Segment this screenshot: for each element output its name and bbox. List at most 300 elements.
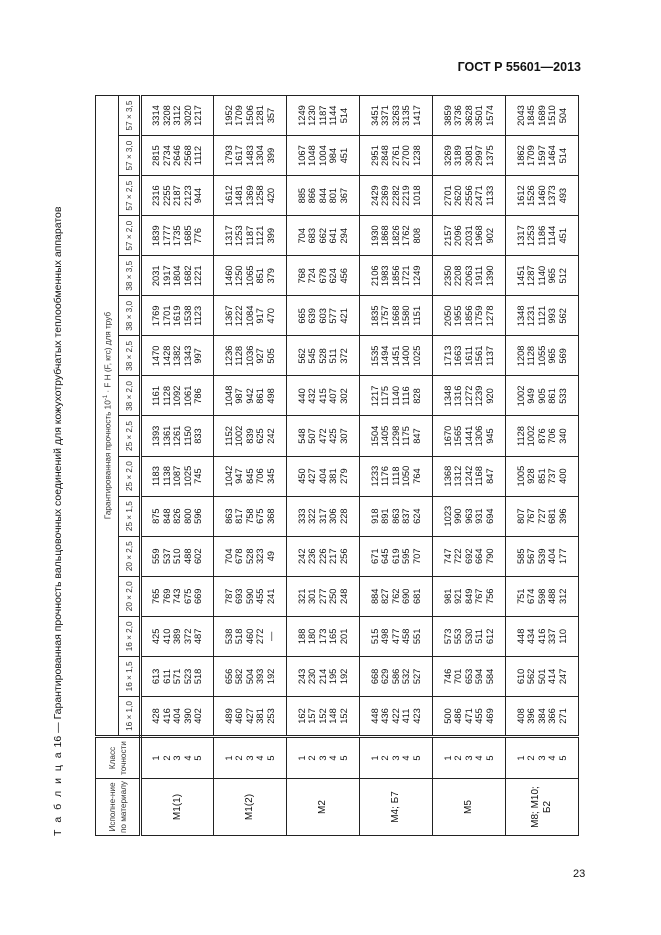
value-cell [214, 376, 287, 416]
strength-value: 2219 [401, 185, 412, 206]
strength-value: 727 [536, 508, 547, 524]
strength-value: 489 [223, 708, 234, 724]
strength-value: 1002 [526, 425, 537, 447]
strength-value: 1701 [161, 305, 172, 327]
strength-value: 422 [390, 708, 401, 724]
strength-value: 302 [338, 388, 349, 404]
value-cell [506, 376, 579, 416]
strength-value: 214 [317, 668, 328, 685]
strength-value: 1451 [515, 265, 526, 287]
column-header: 20 × 2,0 [119, 576, 141, 616]
strength-value: 1175 [401, 426, 412, 447]
strength-value: 1428 [161, 345, 172, 367]
strength-value: 539 [536, 548, 547, 564]
strength-value: 1762 [401, 225, 412, 247]
value-cell [506, 336, 579, 376]
strength-value: 1689 [536, 105, 547, 126]
strength-value: 603 [317, 308, 328, 324]
strength-value: 2031 [151, 265, 162, 287]
value-cell [360, 536, 433, 576]
strength-value: 1133 [484, 185, 495, 206]
strength-value: 226 [317, 548, 328, 564]
strength-value: 1612 [223, 185, 234, 206]
strength-value: 745 [193, 468, 204, 484]
strength-value: 641 [328, 227, 339, 244]
strength-value: 2031 [463, 225, 474, 247]
class-value: 5 [338, 755, 349, 761]
strength-value: 1856 [463, 305, 474, 327]
strength-value: 573 [442, 628, 453, 645]
value-cell [433, 536, 506, 576]
strength-value: 612 [484, 628, 495, 645]
strength-value: 390 [182, 708, 193, 724]
strength-value: 2106 [369, 265, 380, 287]
strength-value: 863 [223, 508, 234, 524]
value-cell [433, 336, 506, 376]
strength-value: 421 [338, 308, 349, 324]
strength-value: 1140 [390, 385, 401, 406]
class-value: 2 [307, 755, 318, 761]
strength-value: 518 [234, 628, 245, 645]
strength-value: 460 [234, 708, 245, 724]
strength-value: 404 [172, 708, 183, 724]
strength-value: 372 [182, 628, 193, 645]
strength-value: 833 [193, 428, 204, 444]
caption-number: 16 [52, 735, 64, 748]
value-cell [141, 656, 214, 696]
table-row [214, 96, 287, 836]
strength-value: 487 [193, 628, 204, 645]
strength-value: 751 [515, 588, 526, 605]
strength-value: 3269 [442, 145, 453, 166]
table-row [287, 96, 360, 836]
strength-value: 839 [244, 428, 255, 444]
strength-value: 3736 [453, 105, 464, 126]
strength-value: 2761 [390, 145, 401, 166]
strength-value: 768 [296, 268, 307, 284]
strength-value: 1121 [255, 225, 266, 246]
value-cell [141, 176, 214, 216]
strength-value: 1138 [161, 466, 172, 487]
strength-value: 2951 [369, 145, 380, 166]
strength-value: 1161 [151, 385, 162, 406]
strength-value: 414 [547, 668, 558, 685]
column-header: 57 × 3,5 [119, 96, 141, 136]
value-cell [433, 96, 506, 136]
strength-value: 562 [526, 668, 537, 685]
value-cell [141, 416, 214, 456]
strength-value: 1236 [223, 345, 234, 367]
strength-value: 1112 [193, 145, 204, 166]
strength-value: 1123 [193, 305, 204, 326]
value-cell [433, 696, 506, 736]
strength-value: 545 [307, 348, 318, 364]
class-value: 2 [161, 755, 172, 761]
strength-value: 624 [411, 508, 422, 524]
strength-value: 3451 [369, 105, 380, 126]
strength-value: 1151 [411, 305, 422, 326]
strength-value: 201 [338, 628, 349, 645]
strength-value: 1759 [474, 305, 485, 327]
strength-value: 1713 [442, 345, 453, 367]
value-cell [141, 616, 214, 656]
strength-value: 767 [526, 508, 537, 524]
strength-value: 366 [547, 708, 558, 724]
strength-value: 1304 [255, 145, 266, 166]
strength-value: 404 [547, 548, 558, 564]
strength-value: 947 [234, 468, 245, 484]
strength-value: 427 [244, 708, 255, 724]
class-value: 3 [244, 755, 255, 761]
strength-value: 2815 [151, 145, 162, 166]
strength-value: 3628 [463, 105, 474, 126]
strength-value: 399 [265, 227, 276, 244]
strength-value: 1612 [515, 185, 526, 206]
strength-value: 230 [307, 668, 318, 685]
value-cell [433, 456, 506, 496]
strength-value: 538 [223, 628, 234, 645]
strength-value: 1375 [484, 145, 495, 166]
strength-value: 1183 [151, 466, 162, 487]
strength-value: 656 [223, 668, 234, 685]
strength-value: 400 [557, 468, 568, 484]
strength-value: 1231 [526, 305, 537, 327]
strength-value: 1845 [526, 105, 537, 126]
strength-value: 1208 [515, 345, 526, 367]
value-cell [287, 256, 360, 296]
strength-value: 1685 [182, 225, 193, 247]
strength-value: 2123 [182, 185, 193, 206]
strength-value: 448 [369, 708, 380, 724]
strength-value: 706 [547, 428, 558, 444]
value-cell [506, 176, 579, 216]
strength-value: 1868 [380, 225, 391, 247]
strength-value: 683 [307, 227, 318, 244]
value-cell [287, 496, 360, 536]
column-header: 25 × 1,5 [119, 496, 141, 536]
strength-value: 2646 [172, 145, 183, 166]
class-value: 2 [380, 755, 391, 761]
class-value: 1 [151, 755, 162, 761]
strength-value: 701 [453, 668, 464, 685]
strength-value: 1140 [536, 265, 547, 286]
value-cell [287, 576, 360, 616]
strength-value: 1538 [182, 305, 193, 327]
strength-value: 2208 [453, 265, 464, 287]
strength-value: 1137 [484, 345, 495, 366]
strength-value: 596 [193, 508, 204, 524]
value-cell [214, 336, 287, 376]
strength-value: 613 [151, 668, 162, 685]
strength-value: 3208 [161, 105, 172, 126]
strength-value: 312 [557, 588, 568, 605]
strength-value: 598 [536, 588, 547, 605]
table-row [360, 96, 433, 836]
strength-value: 800 [182, 508, 193, 524]
strength-value: 3081 [463, 145, 474, 166]
value-cell [360, 656, 433, 696]
strength-value: 402 [193, 708, 204, 724]
strength-value: 1238 [411, 145, 422, 166]
strength-value: 511 [328, 348, 339, 364]
class-cell [214, 737, 287, 779]
strength-value: 1856 [390, 265, 401, 287]
value-cell [506, 256, 579, 296]
value-cell [214, 176, 287, 216]
class-value: 5 [265, 755, 276, 761]
value-cell [287, 216, 360, 256]
value-cell [287, 536, 360, 576]
strength-value: 1390 [484, 265, 495, 287]
class-value: 5 [484, 755, 495, 761]
value-cell [141, 296, 214, 336]
strength-value: 381 [255, 708, 266, 724]
strength-value: 1121 [536, 305, 547, 326]
strength-value: 423 [411, 708, 422, 724]
strength-value: 393 [255, 668, 266, 685]
value-cell [433, 256, 506, 296]
strength-value: 323 [255, 548, 266, 564]
strength-value: 1769 [151, 305, 162, 327]
strength-value: 436 [380, 708, 391, 724]
strength-value: 451 [557, 227, 568, 244]
strength-value: 501 [536, 668, 547, 685]
strength-value: 1777 [161, 225, 172, 247]
value-cell [287, 96, 360, 136]
value-cell [506, 696, 579, 736]
class-value: 5 [557, 755, 568, 761]
strength-value: 747 [442, 548, 453, 564]
strength-value: 1128 [234, 345, 245, 366]
strength-value: 769 [161, 588, 172, 605]
strength-value: 1128 [515, 426, 526, 447]
strength-value: 1233 [369, 465, 380, 487]
strength-value: 1983 [380, 265, 391, 287]
strength-value: 510 [172, 548, 183, 564]
strength-value: 927 [255, 348, 266, 364]
strength-value: 486 [453, 708, 464, 724]
strength-value: 2848 [380, 145, 391, 166]
strength-value: 456 [338, 268, 349, 284]
strength-value: 1242 [463, 465, 474, 487]
strength-value: 1343 [182, 345, 193, 367]
strength-value: 1597 [536, 145, 547, 166]
strength-value: 694 [484, 508, 495, 524]
strength-value: 706 [255, 468, 266, 484]
value-cell [360, 496, 433, 536]
class-value: 4 [474, 755, 485, 761]
strength-value: 1317 [515, 225, 526, 247]
value-cell [433, 576, 506, 616]
strength-value: 399 [265, 147, 276, 164]
strength-value: 2043 [515, 105, 526, 126]
strength-value: 1670 [442, 425, 453, 447]
caption-prefix: Т а б л и ц а [52, 750, 64, 836]
strength-value: 928 [526, 468, 537, 484]
class-value: 1 [296, 755, 307, 761]
strength-value: 845 [244, 468, 255, 484]
strength-value: 345 [265, 468, 276, 484]
class-cell [506, 737, 579, 779]
strength-value: 432 [307, 388, 318, 404]
column-header: 38 × 2,5 [119, 336, 141, 376]
strength-value: 801 [328, 187, 339, 204]
value-cell [287, 176, 360, 216]
strength-value: 1930 [369, 225, 380, 247]
strength-value: 1400 [401, 345, 412, 367]
strength-value: 1464 [547, 145, 558, 166]
strength-value: 460 [244, 628, 255, 645]
class-cell [141, 737, 214, 779]
strength-value: 692 [463, 548, 474, 564]
column-header: 57 × 2,5 [119, 176, 141, 216]
value-cell [433, 176, 506, 216]
strength-value: 1504 [369, 425, 380, 447]
value-cell [506, 576, 579, 616]
strength-value: 1526 [526, 185, 537, 206]
class-value: 3 [172, 755, 183, 761]
value-cell [214, 536, 287, 576]
value-cell [287, 456, 360, 496]
strength-value: 611 [161, 669, 172, 684]
strength-value: 1175 [380, 385, 391, 406]
strength-value: 993 [547, 308, 558, 324]
strength-value: 668 [369, 668, 380, 685]
strength-value: 357 [265, 107, 276, 124]
strength-value: 1023 [442, 505, 453, 527]
value-cell [214, 656, 287, 696]
strength-value: 2997 [474, 145, 485, 166]
value-cell [214, 136, 287, 176]
strength-value: 243 [296, 668, 307, 685]
strength-value: 448 [515, 628, 526, 645]
strength-value: 767 [474, 588, 485, 605]
value-cell [506, 416, 579, 456]
strength-value: 624 [328, 268, 339, 284]
strength-value: 379 [265, 268, 276, 284]
strength-value: 737 [547, 468, 558, 484]
strength-value: 837 [401, 508, 412, 524]
strength-value: 488 [547, 588, 558, 605]
strength-value: 704 [223, 548, 234, 564]
strength-value: 790 [484, 548, 495, 564]
strength-value: 498 [265, 388, 276, 404]
strength-value: 1002 [234, 425, 245, 447]
strength-value: 847 [411, 428, 422, 444]
strength-value: 1460 [223, 265, 234, 287]
strength-value: 389 [172, 628, 183, 645]
strength-value: 177 [557, 548, 568, 564]
value-cell [360, 176, 433, 216]
table-caption [50, 207, 66, 836]
strength-value: 368 [265, 508, 276, 524]
strength-value: 511 [474, 628, 485, 644]
strength-value: 1239 [474, 385, 485, 407]
table-row [433, 96, 506, 836]
value-cell [287, 296, 360, 336]
rotated-table-container [50, 95, 585, 836]
strength-value: 847 [484, 468, 495, 484]
column-header: 16 × 1,0 [119, 696, 141, 736]
class-value: 4 [547, 755, 558, 761]
value-cell [360, 456, 433, 496]
strength-value: 567 [526, 548, 537, 564]
header-material: Исполне-ние по материалу [96, 779, 141, 836]
value-cell [433, 656, 506, 696]
strength-value: 808 [411, 227, 422, 244]
strength-value: 1186 [536, 225, 547, 246]
strength-value: 746 [442, 668, 453, 685]
strength-value: 1361 [161, 425, 172, 447]
column-header: 16 × 2,0 [119, 616, 141, 656]
value-cell [360, 616, 433, 656]
strength-value: 528 [317, 348, 328, 364]
strength-value: 1382 [172, 345, 183, 367]
strength-value: 1368 [442, 465, 453, 487]
strength-value: 562 [296, 348, 307, 364]
strength-value: 1565 [453, 425, 464, 447]
strength-value: 498 [380, 628, 391, 645]
strength-value: 981 [442, 588, 453, 605]
strength-value: 675 [255, 508, 266, 524]
strength-value: 152 [338, 708, 349, 724]
strength-value: 195 [328, 668, 339, 685]
strength-value: 1222 [234, 305, 245, 327]
strength-value: 987 [234, 388, 245, 404]
strength-value: 337 [547, 628, 558, 645]
strength-value: 333 [296, 508, 307, 524]
strength-value: 1050 [401, 465, 412, 487]
strength-value: 428 [151, 708, 162, 724]
strength-value: 551 [411, 628, 422, 645]
strength-value: 876 [536, 428, 547, 444]
strength-value: 2734 [161, 145, 172, 166]
strength-value: 477 [390, 628, 401, 645]
strength-value: 3112 [172, 105, 183, 126]
strength-value: 1230 [307, 105, 318, 126]
strength-value: 2429 [369, 185, 380, 206]
strength-value: 253 [265, 708, 276, 724]
strength-value: 610 [515, 668, 526, 685]
value-cell [141, 536, 214, 576]
strength-value: 1757 [380, 305, 391, 327]
strength-value: 1405 [380, 425, 391, 447]
value-cell [287, 616, 360, 656]
strength-value: 984 [328, 147, 339, 164]
strength-value: 217 [328, 548, 339, 564]
strength-value: 1221 [193, 265, 204, 287]
strength-value: 724 [307, 268, 318, 284]
strength-value: 110 [557, 628, 568, 644]
strength-value: 396 [557, 508, 568, 524]
value-cell [141, 576, 214, 616]
strength-value: 1367 [223, 305, 234, 327]
strength-value: 1217 [369, 385, 380, 407]
strength-value: 1048 [307, 145, 318, 166]
value-cell [141, 376, 214, 416]
strength-value: 1968 [474, 225, 485, 247]
value-cell [506, 136, 579, 176]
material-cell: М2 [287, 779, 360, 836]
material-cell: М5 [433, 779, 506, 836]
strength-value: 681 [547, 508, 558, 524]
strength-value: 861 [255, 388, 266, 404]
strength-value: 410 [161, 628, 172, 645]
strength-value: 1048 [223, 385, 234, 407]
strength-value: 1735 [172, 225, 183, 247]
strength-value: 594 [474, 668, 485, 685]
strength-value: 272 [255, 628, 266, 645]
